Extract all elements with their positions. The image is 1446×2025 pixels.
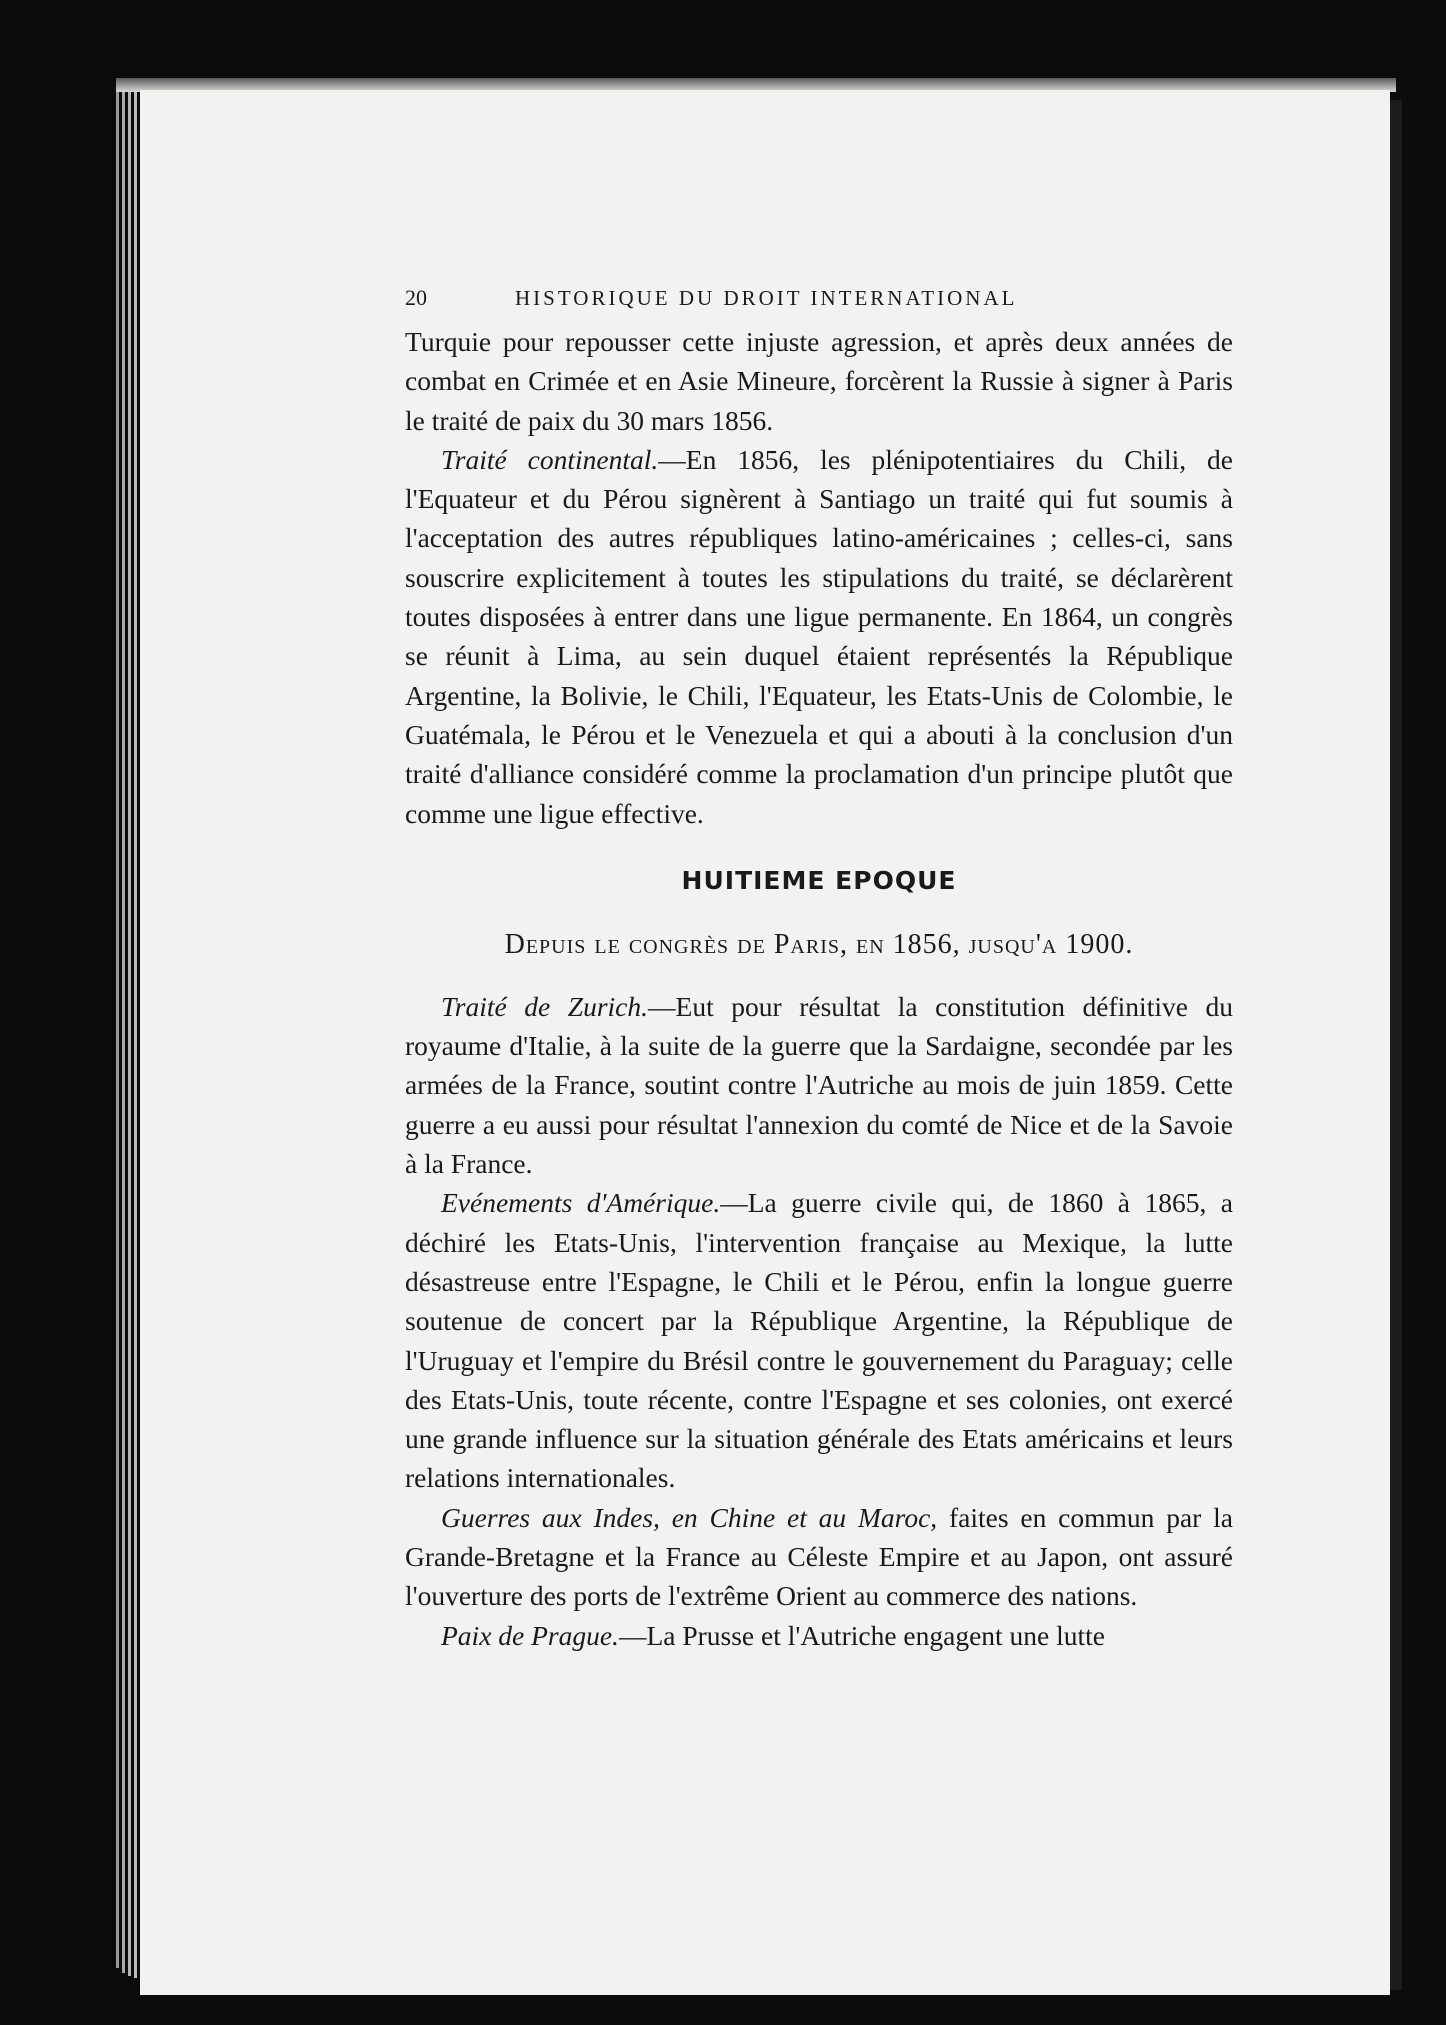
paragraph-prague (405, 1616, 1233, 1655)
paragraph-text: —La guerre civile qui, de 1860 à 1865, a déchiré les Etats-Unis, l'intervention française au Mexique, la lutte désastreuse entre l'Espagne, le Chili et le Pérou, enfin la longue guerre soutenue de concert par la République Argentine, la République de l'Uruguay et l'empire du Brésil contre le gouvernement du Paraguay; celle des Etats-Unis, toute récente, contre l'Espagne et ses colonies, ont exercé une grande influence sur la situation générale des Etats américains et leurs relations internationales. (405, 1187, 1233, 1494)
paragraph-lead: Guerres aux Indes, en Chine et au Maroc, (441, 1501, 938, 1533)
page-content (405, 278, 1233, 1655)
paragraph-text: —En 1856, les plénipotentiaires du Chili, de l'Equateur et du Pérou signèrent à Santiago un traité qui fut soumis à l'acceptation des autres républiques latino-américaines ; celles-ci, sans souscrire explicitement à toutes les stipulations du traité, se déclarèrent toutes disposées à entrer dans une ligue permanente. En 1864, un congrès se réunit à Lima, au sein duquel étaient représentés la République Argentine, la Bolivie, le Chili, l'Equateur, les Etats-Unis de Colombie, le Guatémala, le Pérou et le Venezuela et qui a abouti à la conclusion d'un traité d'alliance considéré comme la proclamation d'un principe plutôt que comme une ligue effective. (405, 443, 1233, 829)
paragraph-text: —La Prusse et l'Autriche engagent une lutte (618, 1619, 1105, 1651)
paragraph-zurich (405, 987, 1233, 1183)
page-right-edge (1390, 100, 1402, 1990)
page-edge (122, 78, 125, 1973)
page-edge (128, 78, 131, 1976)
page-edge (134, 78, 137, 1978)
paragraph-lead: Traité de Zurich. (441, 990, 649, 1022)
running-title: HISTORIQUE DU DROIT INTERNATIONAL (515, 286, 1018, 310)
running-head (405, 278, 1233, 318)
paragraph-text: faites en commun par la Grande-Bretagne et la France au Céleste Empire et au Japon, ont assuré l'ouverture des ports de l'extrême Orient au commerce des nations. (405, 1501, 1233, 1612)
paragraph-guerres (405, 1498, 1233, 1616)
page-edge (116, 78, 119, 1968)
paragraph-traite-continental (405, 440, 1233, 833)
paragraph-text: —Eut pour résultat la constitution définitive du royaume d'Italie, à la suite de la guerre que la Sardaigne, secondée par les armées de la France, soutint contre l'Autriche au mois de juin 1859. Cette guerre a eu aussi pour résultat l'annexion du comté de Nice et de la Savoie à la France. (405, 990, 1233, 1180)
paragraph-lead: Traité continental. (441, 443, 659, 475)
paragraph-lead: Paix de Prague. (441, 1619, 619, 1651)
intro-paragraph: Turquie pour repousser cette injuste agression, et après deux années de combat en Crimée et en Asie Mineure, forcèrent la Russie à signer à Paris le traité de paix du 30 mars 1856. (405, 326, 1233, 436)
page-number: 20 (405, 285, 427, 310)
paragraph-lead: Evénements d'Amérique. (441, 1187, 721, 1219)
paragraph-evenements (405, 1183, 1233, 1497)
section-subtitle: Depuis le congrès de Paris, en 1856, jusqu'a 1900. (504, 928, 1134, 960)
section-heading: HUITIEME EPOQUE (681, 865, 957, 895)
